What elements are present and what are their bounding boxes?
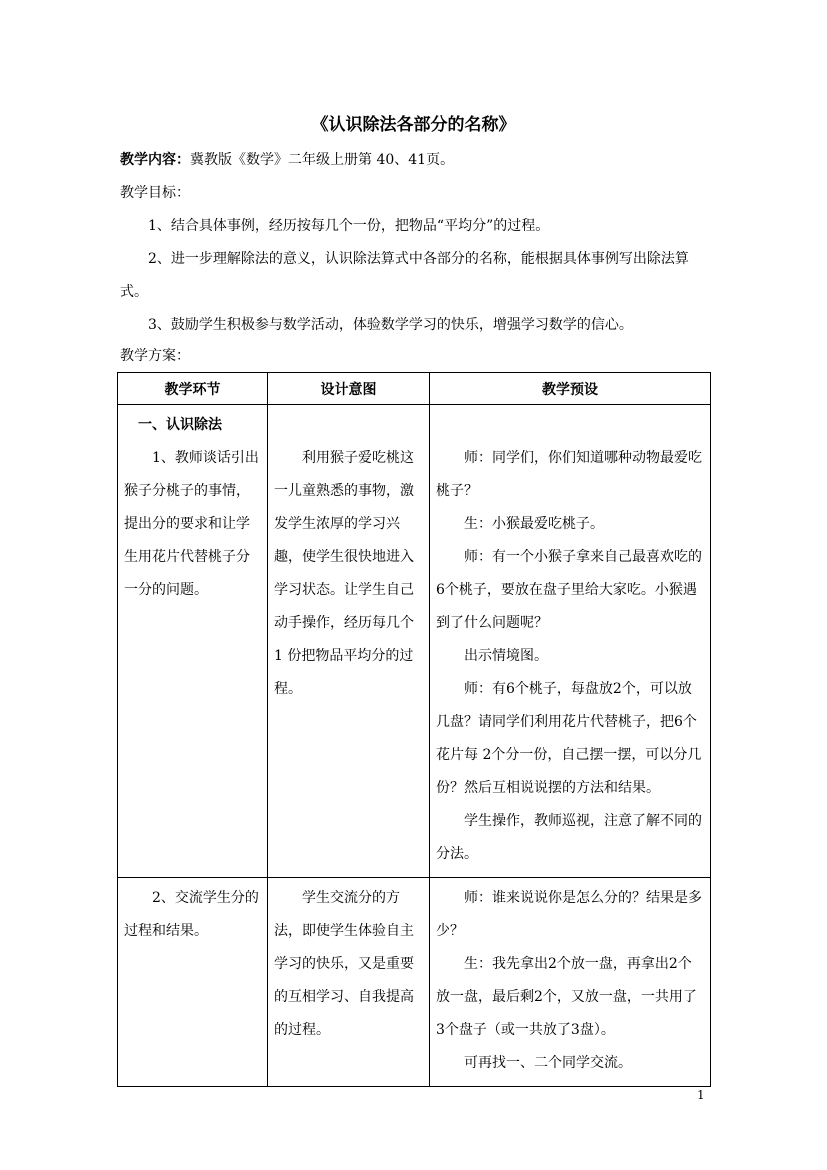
row2-step-text: 2、交流学生分的过程和结果。 xyxy=(124,890,259,939)
page-number: 1 xyxy=(697,1088,705,1102)
teaching-content-line xyxy=(120,144,710,177)
row1-intent-cell xyxy=(268,405,430,878)
row2-preset-cell xyxy=(430,878,711,1087)
table-row xyxy=(118,878,711,1087)
row2-preset-line: 生：我先拿出2个放一盘，再拿出2个放一盘，最后剩2个，又放一盘，一共用了 3个盘子（或一共放了3盘）。 xyxy=(436,956,697,1038)
row1-preset-line: 出示情境图。 xyxy=(464,648,548,664)
row1-preset-line: 师：有6个桃子，每盘放2个，可以放几盘？请同学们利用花片代替桃子，把6个花片每 2个分一份，自己摆一摆，可以分几份？然后互相说说摆的方法和结果。 xyxy=(436,681,702,796)
teaching-plan-table xyxy=(117,372,711,1087)
row1-preset-line: 师：有一个小猴子拿来自己最喜欢吃的6个桃子，要放在盘子里给大家吃。小猴遇到了什么问题呢？ xyxy=(436,549,702,631)
row1-preset-line: 学生操作，教师巡视，注意了解不同的分法。 xyxy=(436,813,702,862)
row1-step-text: 1、教师谈话引出猴子分桃子的事情，提出分的要求和让学生用花片代替桃子分一分的问题。 xyxy=(124,450,259,598)
header-design-intent: 设计意图 xyxy=(268,373,430,405)
row1-preset-cell xyxy=(430,405,711,878)
row2-intent-text: 学生交流分的方法，即使学生体验自主学习的快乐，又是重要的互相学习、自我提高的过程。 xyxy=(274,890,414,1038)
row1-intent-text: 利用猴子爱吃桃这一儿童熟悉的事物，激发学生浓厚的学习兴趣，使学生很快地进入学习状态。让学生自己动手操作，经历每几个 1 份把物品平均分的过程。 xyxy=(274,450,414,697)
table-row xyxy=(118,405,711,878)
row1-preset-line: 师：同学们，你们知道哪种动物最爱吃桃子？ xyxy=(436,450,702,499)
document-title: 《认识除法各部分的名称》 xyxy=(311,115,516,135)
table-header-row xyxy=(118,373,711,405)
row2-step-cell xyxy=(118,878,268,1087)
header-teaching-step: 教学环节 xyxy=(118,373,268,405)
goal-item-3: 3、鼓励学生积极参与数学活动，体验数学学习的快乐，增强学习数学的信心。 xyxy=(148,317,633,333)
row2-intent-cell xyxy=(268,878,430,1087)
teaching-content-label: 教学内容： xyxy=(120,152,190,168)
header-teaching-preset: 教学预设 xyxy=(430,373,711,405)
row1-step-cell xyxy=(118,405,268,878)
goal-item-1: 1、结合具体事例，经历按每几个一份，把物品“平均分”的过程。 xyxy=(148,218,550,234)
row1-preset-line: 生：小猴最爱吃桃子。 xyxy=(464,516,604,532)
row2-preset-line: 师：谁来说说你是怎么分的？结果是多少？ xyxy=(436,890,702,939)
teaching-goals-label: 教学目标： xyxy=(120,185,190,201)
row2-preset-line: 可再找一、二个同学交流。 xyxy=(464,1055,632,1071)
goal-item-2: 2、进一步理解除法的意义，认识除法算式中各部分的名称，能根据具体事例写出除法算式。 xyxy=(120,251,689,300)
section-heading: 一、认识除法 xyxy=(138,417,222,433)
teaching-plan-label: 教学方案： xyxy=(120,348,190,364)
teaching-content-text: 冀教版《数学》二年级上册第 40、41页。 xyxy=(190,152,455,168)
